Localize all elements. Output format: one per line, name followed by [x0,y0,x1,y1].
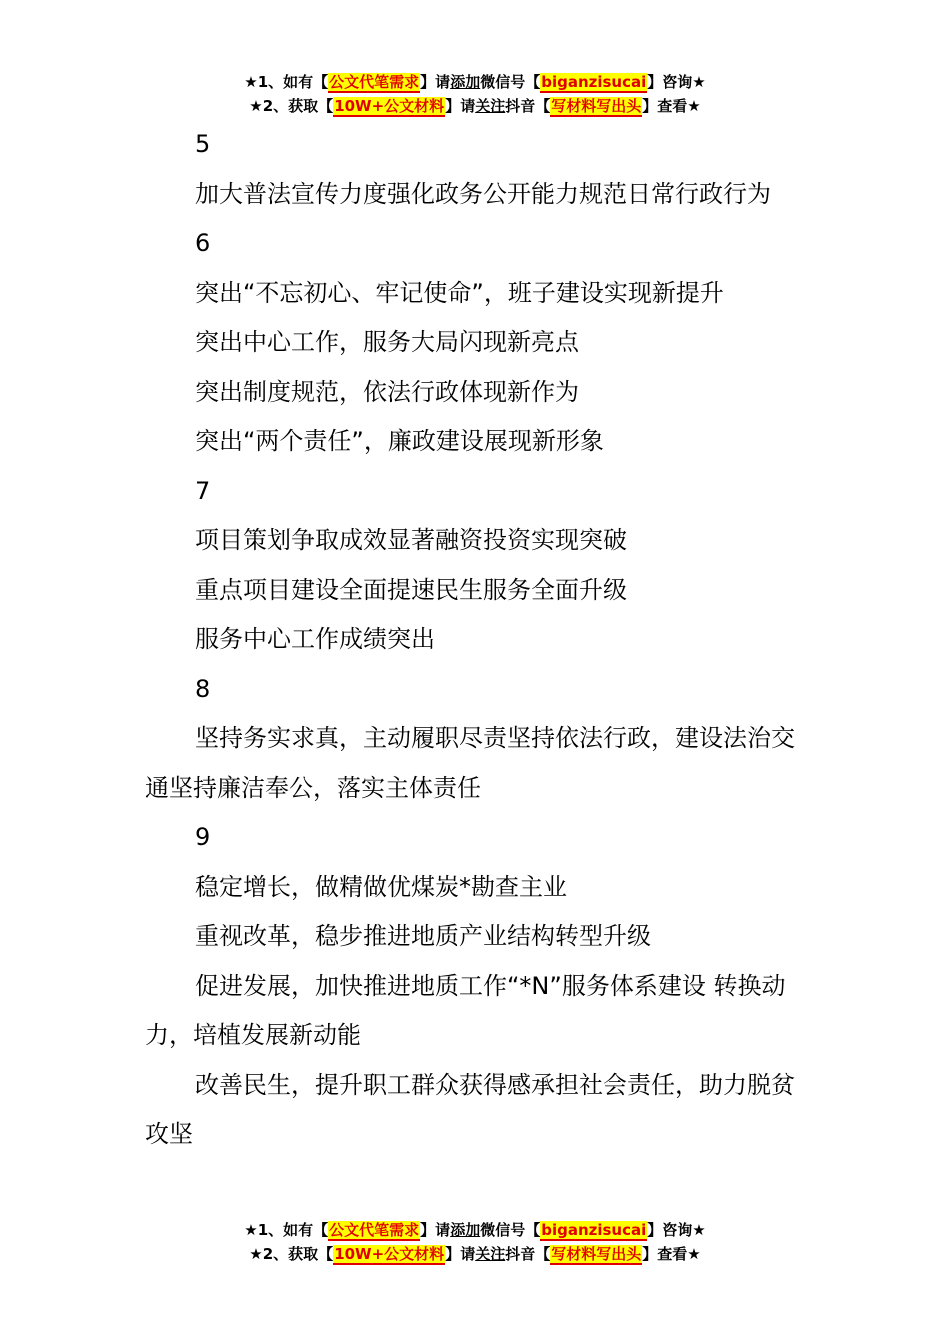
paragraph: 项目策划争取成效显著融资投资实现突破 [195,526,627,554]
footer-underline-text: 添加 [450,1221,481,1239]
footer-douyin-id: 写材料写出头 [551,1245,642,1263]
paragraph: 重点项目建设全面提速民生服务全面升级 [195,575,627,604]
header-highlight: 公文代笔需求 [329,73,420,91]
header-underline-text: 添加 [450,73,481,91]
paragraph: 改善民生，提升职工群众获得感承担社会责任，助力脱贫攻坚 [145,1070,795,1148]
footer-text: ★1、如有【 [244,1221,329,1239]
paragraph: 突出“不忘初心、牢记使命”，班子建设实现新提升 [195,278,724,307]
paragraph: 坚持务实求真，主动履职尽责坚持依法行政，建设法治交通坚持廉洁奉公，落实主体责任 [145,724,795,802]
header-line-2 [0,94,950,118]
footer-underline-text: 关注 [475,1245,506,1263]
footer-text: 】咨询★ [647,1221,706,1239]
document-body [145,120,810,1160]
paragraph: 突出“两个责任”，廉政建设展现新形象 [195,427,604,455]
header-wechat-id: biganzisucai [541,73,647,91]
header-douyin-id: 写材料写出头 [551,97,642,115]
section-number: 6 [195,229,211,257]
header-banner [0,70,950,118]
footer-wechat-id: biganzisucai [541,1221,647,1239]
paragraph: 重视改革，稳步推进地质产业结构转型升级 [195,922,651,950]
footer-text: ★2、获取【 [249,1245,334,1263]
header-text: 抖音【 [505,97,551,115]
footer-text: 】查看★ [642,1245,701,1263]
paragraph: 加大普法宣传力度强化政务公开能力规范日常行政行为 [195,179,771,208]
header-highlight: 10W+公文材料 [334,97,445,115]
header-text: 】请 [420,73,451,91]
paragraph: 突出中心工作，服务大局闪现新亮点 [195,328,579,356]
header-text: ★1、如有【 [244,73,329,91]
paragraph: 突出制度规范，依法行政体现新作为 [195,377,579,406]
header-text: 微信号【 [480,73,541,91]
footer-highlight: 10W+公文材料 [334,1245,445,1263]
footer-text: 抖音【 [505,1245,551,1263]
footer-banner [0,1218,950,1266]
footer-line-2 [0,1242,950,1266]
footer-line-1 [0,1218,950,1242]
paragraph: 促进发展，加快推进地质工作“*N”服务体系建设 转换动力，培植发展新动能 [145,971,786,1049]
footer-text: 】请 [420,1221,451,1239]
section-number: 8 [195,674,211,703]
section-number: 9 [195,823,211,851]
header-line-1 [0,70,950,94]
footer-text: 微信号【 [480,1221,541,1239]
paragraph: 稳定增长，做精做优煤炭*勘查主业 [195,872,567,901]
footer-highlight: 公文代笔需求 [329,1221,420,1239]
section-number: 7 [195,476,211,505]
header-text: ★2、获取【 [249,97,334,115]
paragraph: 服务中心工作成绩突出 [195,625,435,653]
header-text: 】请 [445,97,476,115]
header-text: 】查看★ [642,97,701,115]
header-text: 】咨询★ [647,73,706,91]
footer-text: 】请 [445,1245,476,1263]
header-underline-text: 关注 [475,97,506,115]
section-number: 5 [195,130,211,158]
